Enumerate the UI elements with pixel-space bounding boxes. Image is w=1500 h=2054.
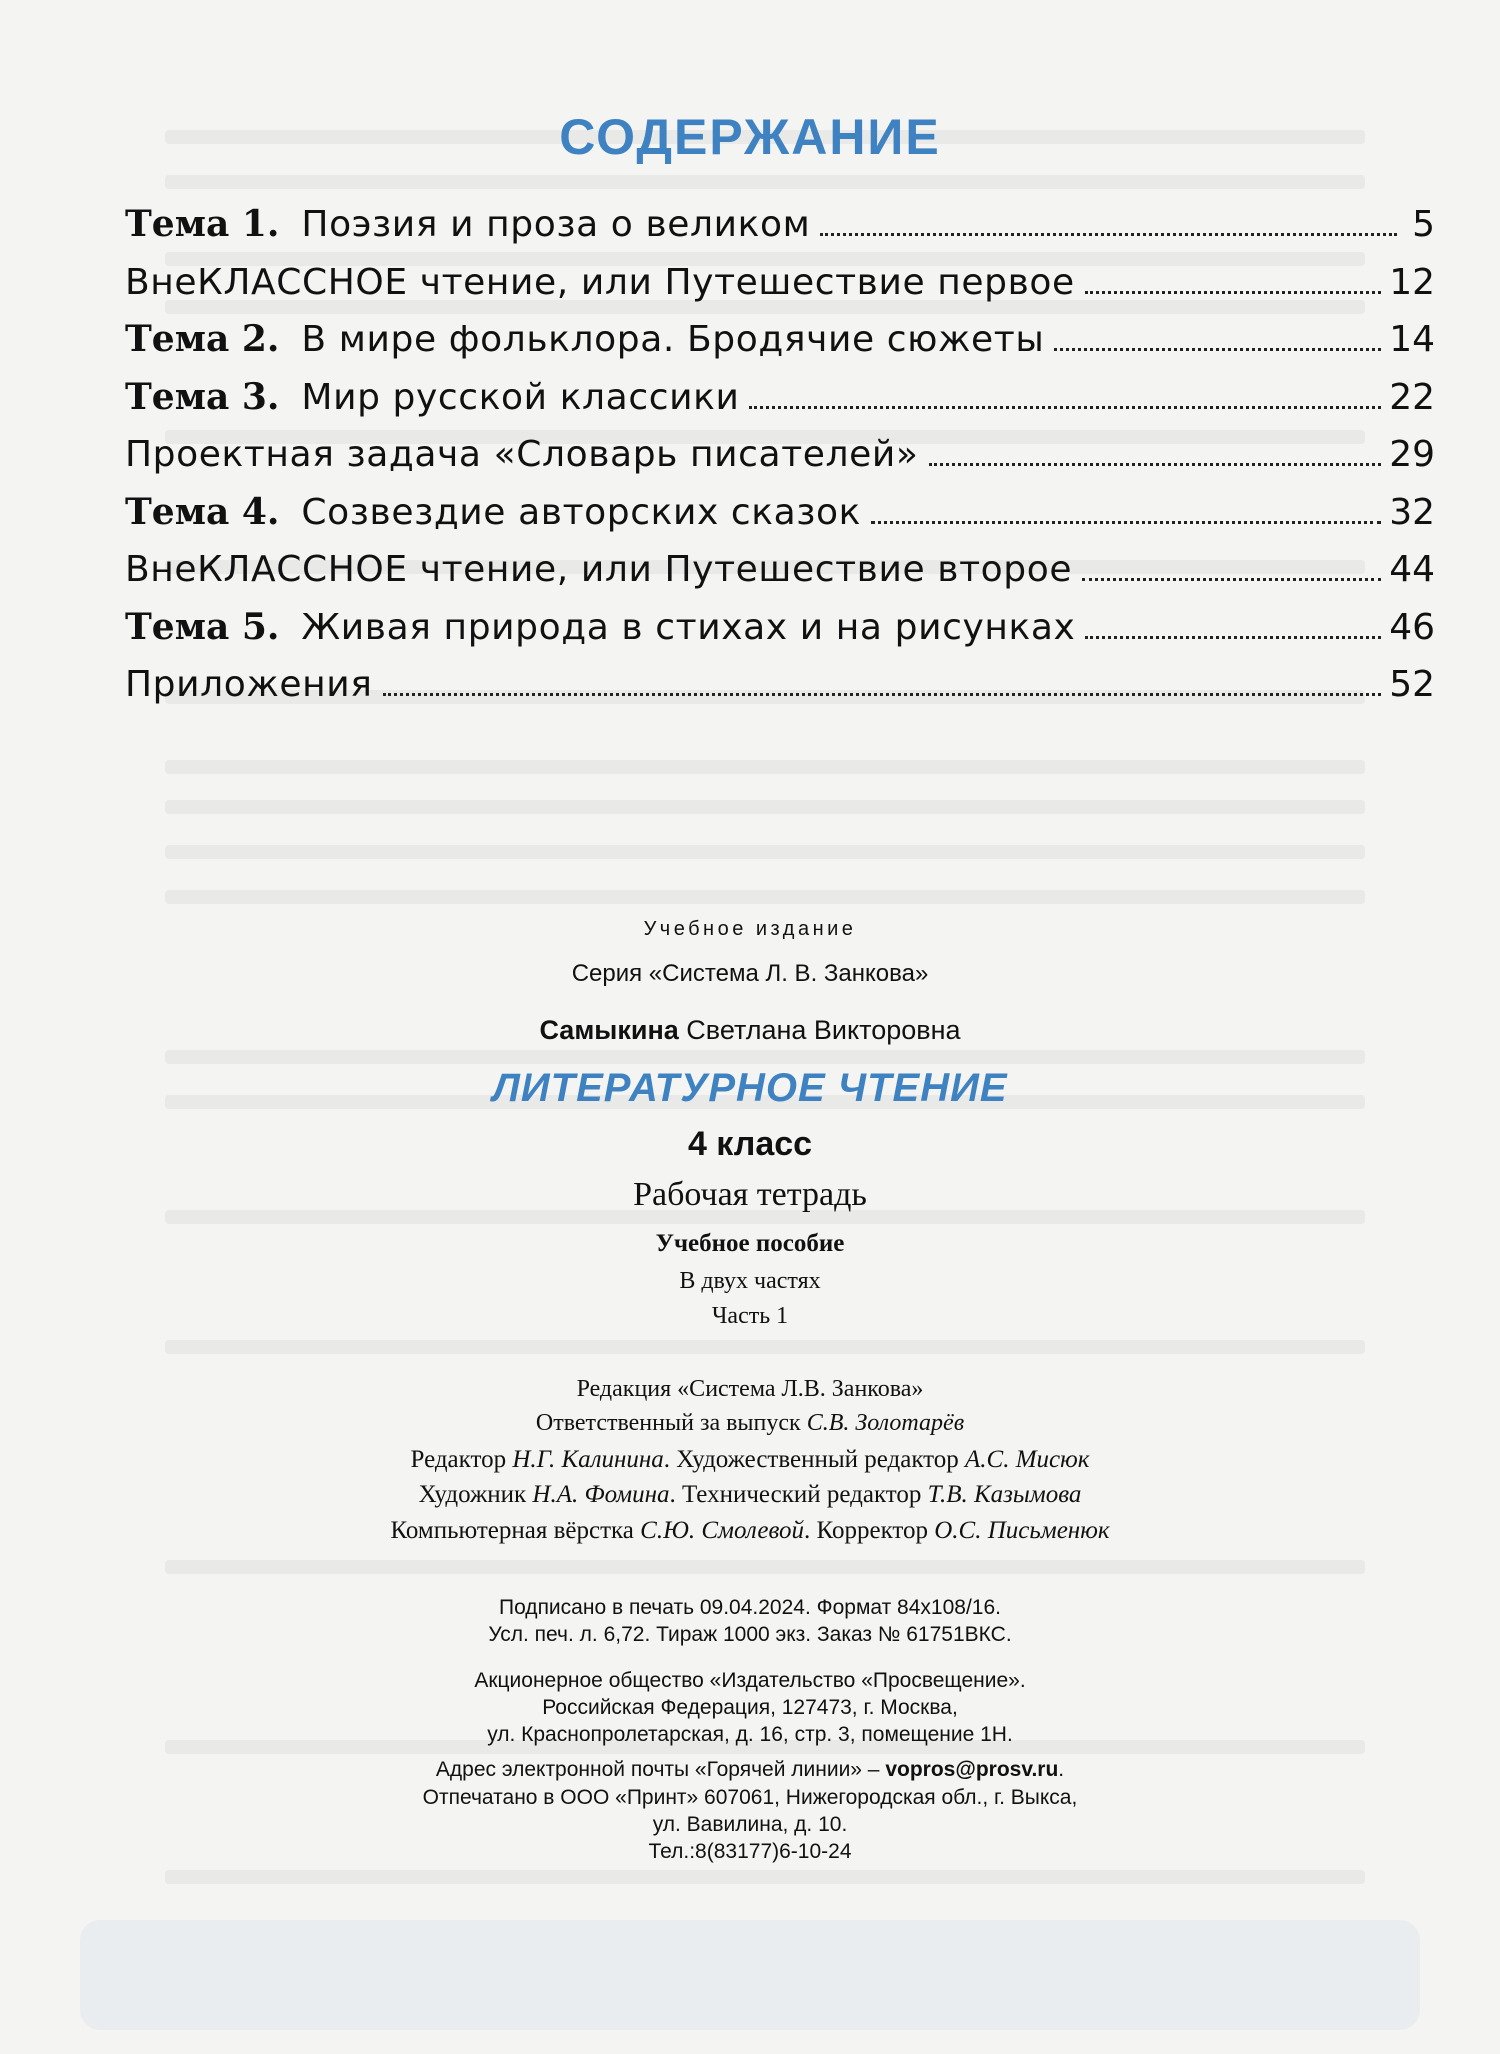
toc-entry	[125, 311, 1435, 369]
toc-dot-leader	[871, 521, 1381, 524]
publisher-address-1: Российская Федерация, 127473, г. Москва,	[542, 1696, 958, 1719]
grade: 4 класс	[687, 1125, 813, 1163]
author-surname: Самыкина	[539, 1015, 679, 1045]
toc-entry-page: 12	[1389, 261, 1435, 303]
toc-entry-page: 52	[1389, 664, 1435, 705]
editorial-office: Редакция «Система Л.В. Занкова»	[576, 1376, 924, 1402]
hotline	[0, 1757, 1500, 1783]
toc-entry-page: 5	[1412, 204, 1435, 245]
toc-dot-leader	[1085, 291, 1381, 294]
responsible-credit	[0, 1410, 1500, 1437]
toc-entry-title: Мир русской классики	[301, 376, 740, 418]
toc-dot-leader	[749, 406, 1381, 409]
layout-label: Компьютерная вёрстка	[390, 1517, 641, 1544]
toc-entry-page: 29	[1389, 434, 1435, 475]
toc-entry	[125, 196, 1435, 254]
toc-entry	[125, 599, 1435, 657]
artist-label: Художник	[418, 1481, 533, 1508]
toc-entry-title: Живая природа в стихах и на рисунках	[301, 606, 1076, 648]
toc-entry	[125, 254, 1435, 312]
toc-dot-leader	[929, 463, 1382, 466]
toc-entry-page: 44	[1389, 549, 1435, 590]
print-specs: Усл. печ. л. 6,72. Тираж 1000 экз. Заказ № 61751ВКС.	[488, 1623, 1012, 1646]
toc-dot-leader	[1054, 348, 1381, 351]
editor-credit	[0, 1446, 1500, 1474]
author	[0, 1015, 1500, 1046]
toc-dot-leader	[1085, 636, 1381, 639]
toc-entry-title: В мире фольклора. Бродячие сюжеты	[301, 319, 1045, 360]
toc-entry-prefix: Тема 2.	[125, 318, 280, 360]
toc-entry-prefix: Тема 5.	[125, 605, 280, 648]
part-number: Часть 1	[711, 1303, 789, 1329]
responsible-label: Ответственный за выпуск	[535, 1410, 807, 1436]
publisher-address-2: ул. Краснопролетарская, д. 16, стр. 3, помещение 1Н.	[487, 1723, 1013, 1746]
hotline-email: vopros@prosv.ru	[885, 1758, 1059, 1781]
toc-entry-title: Приложения	[125, 664, 373, 705]
toc-entry-prefix: Тема 4.	[125, 490, 280, 533]
toc-dot-leader	[1082, 578, 1381, 581]
editor-name: Н.Г. Калинина	[512, 1446, 664, 1473]
print-date: Подписано в печать 09.04.2024. Формат 84x108/16.	[499, 1596, 1001, 1619]
hotline-label: Адрес электронной почты «Горячей линии» –	[435, 1758, 886, 1781]
layout-name: С.Ю. Смолевой	[640, 1517, 805, 1544]
printer-phone: Тел.:8(83177)6-10-24	[648, 1840, 852, 1863]
responsible-name: С.В. Золотарёв	[806, 1410, 965, 1436]
aid-type: Учебное пособие	[655, 1230, 845, 1257]
toc-entry	[125, 541, 1435, 599]
toc-entry-title: Созвездие авторских сказок	[301, 491, 862, 533]
toc-entry	[125, 426, 1435, 484]
artist-name: Н.А. Фомина	[532, 1481, 670, 1508]
toc-entry-title: ВнеКЛАССНОЕ чтение, или Путешествие первое	[125, 261, 1075, 303]
tech-editor-label: . Технический редактор	[669, 1481, 928, 1508]
toc-entry-title: Поэзия и проза о великом	[301, 204, 811, 245]
toc-heading: СОДЕРЖАНИЕ	[559, 109, 941, 165]
layout-credit	[0, 1517, 1500, 1545]
printer-name: Отпечатано в ООО «Принт» 607061, Нижегородская обл., г. Выкса,	[422, 1786, 1078, 1809]
toc-entry	[125, 656, 1435, 714]
editor-label: Редактор	[410, 1446, 513, 1473]
series-name: Серия «Система Л. В. Занкова»	[571, 960, 929, 987]
toc-entry-page: 32	[1389, 491, 1435, 533]
toc-entry-title: Проектная задача «Словарь писателей»	[125, 434, 919, 475]
printer-address: ул. Вавилина, д. 10.	[652, 1813, 848, 1836]
parts-count: В двух частях	[679, 1268, 821, 1294]
toc-entry-page: 14	[1389, 319, 1435, 360]
toc-entry-page: 46	[1389, 606, 1435, 648]
art-editor-label: . Художественный редактор	[663, 1446, 966, 1473]
toc-entry-title: ВнеКЛАССНОЕ чтение, или Путешествие второе	[125, 549, 1073, 590]
toc-dot-leader	[820, 233, 1397, 236]
edition-type: Учебное издание	[643, 918, 857, 940]
work-type: Рабочая тетрадь	[633, 1176, 867, 1213]
toc-entry	[125, 484, 1435, 542]
corrector-label: . Корректор	[804, 1517, 935, 1544]
author-name: Светлана Викторовна	[686, 1015, 961, 1045]
art-editor-name: А.С. Мисюк	[965, 1446, 1090, 1473]
publisher-name: Акционерное общество «Издательство «Просвещение».	[474, 1669, 1026, 1692]
book-title: ЛИТЕРАТУРНОЕ ЧТЕНИЕ	[492, 1066, 1008, 1110]
toc-entry-page: 22	[1389, 376, 1435, 418]
tech-editor-name: Т.В. Казымова	[927, 1481, 1082, 1508]
artist-credit	[0, 1481, 1500, 1509]
corrector-name: О.С. Письменюк	[934, 1517, 1110, 1544]
toc-entry	[125, 369, 1435, 427]
toc-entry-prefix: Тема 1.	[125, 203, 280, 245]
toc-entry-prefix: Тема 3.	[125, 375, 280, 418]
hotline-end: .	[1058, 1758, 1065, 1781]
table-of-contents	[125, 196, 1435, 714]
toc-dot-leader	[383, 693, 1382, 696]
